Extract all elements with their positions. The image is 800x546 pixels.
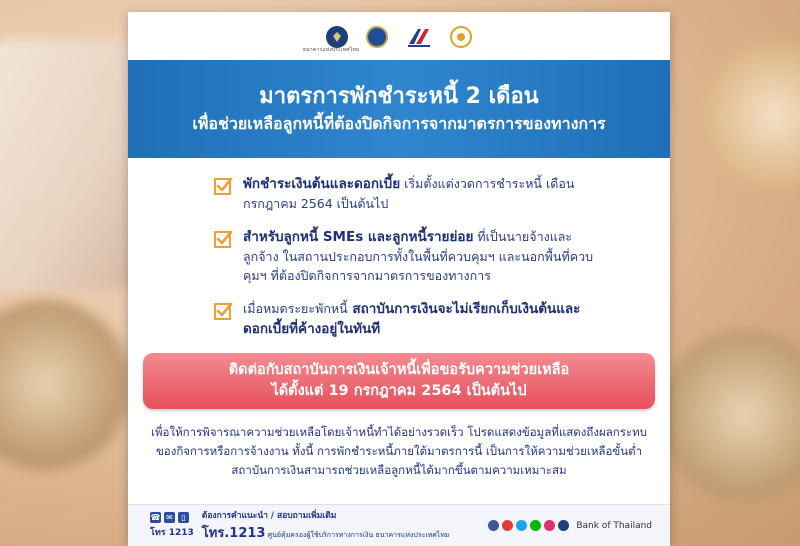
brand-label: Bank of Thailand [576, 520, 652, 531]
measure-list [128, 158, 670, 339]
partner-logo-flag [406, 26, 432, 48]
footnote-text: เพื่อให้การพิจารณาความช่วยเหลือโดยเจ้าหนี้ทำได้อย่างรวดเร็ว โปรดแสดงข้อมูลที่แสดงถึงผลกระทบของกิจการหรือการจ้างงาน ทั้งนี้ การพักชำระหนี้ภายใต้มาตรการนี้ เป็นการให้ความช่วยเหลือขั้นต่ำ สถาบันการเงินสามารถช่วยเหลือลูกหนี้ได้มากขึ้นตามความเหมาะสม [151, 425, 647, 477]
contact-line-2: ได้ตั้งแต่ 19 กรกฎาคม 2564 เป็นต้นไป [271, 383, 527, 399]
coin-background-left [0, 300, 130, 470]
page-subtitle: เพื่อช่วยเหลือลูกหนี้ที่ต้องปิดกิจการจากมาตรการของทางการ [192, 114, 606, 133]
list-item [213, 174, 670, 213]
social-links [488, 520, 652, 531]
instagram-icon[interactable] [544, 520, 555, 531]
item-text [243, 299, 603, 339]
footer-bar [128, 504, 670, 546]
contact-banner [143, 353, 655, 409]
footer-line-1: ต้องการคำแนะนำ / สอบถามเพิ่มเติม [201, 511, 337, 521]
item-detail: เริ่มตั้งแต่งวดการชำระหนี้ เดือนกรกฎาคม 2564 เป็นต้นไป [243, 176, 575, 211]
banknotes-background [0, 40, 140, 290]
page-title: มาตรการพักชำระหนี้ 2 เดือน [259, 84, 539, 109]
contact-line-1: ติดต่อกับสถาบันการเงินเจ้าหนี้เพื่อขอรับความช่วยเหลือ [228, 362, 570, 378]
item-text [243, 174, 603, 213]
list-item [213, 227, 670, 285]
item-bold: สถาบันการเงินจะไม่เรียกเก็บเงินต้นและดอกเบี้ยที่ค้างอยู่ในทันที [243, 301, 581, 337]
footer-left [150, 512, 194, 539]
list-item [213, 299, 670, 339]
title-banner [128, 60, 670, 158]
checkbox-icon [213, 176, 233, 196]
partner-logo-round [366, 26, 388, 48]
item-detail: ที่เป็นนายจ้างและลูกจ้าง ในสถานประกอบการทั้งในพื้นที่ควบคุมฯ และนอกพื้นที่ควบคุมฯ ที่ต้องปิดกิจการจากมาตรการของทางการ [243, 229, 594, 283]
center-name: ศูนย์คุ้มครองผู้ใช้บริการทางการเงิน ธนาคารแห่งประเทศไทย [265, 531, 450, 539]
footer-line-2 [202, 522, 449, 543]
bank-of-thailand-small-logo [558, 520, 569, 531]
facebook-icon[interactable] [488, 520, 499, 531]
item-bold: พักชำระเงินต้นและดอกเบี้ย [243, 176, 401, 192]
hotline-small: โทร 1213 [150, 528, 194, 538]
checkbox-icon [213, 301, 233, 321]
item-text [243, 227, 603, 285]
infographic-card [128, 12, 670, 546]
coin-background-right [660, 330, 800, 500]
item-bold: สำหรับลูกหนี้ SMEs และลูกหนี้รายย่อย [243, 229, 474, 245]
bot-logo-caption: ธนาคารแห่งประเทศไทย [303, 47, 360, 53]
checkbox-icon [213, 229, 233, 249]
contact-icons [150, 512, 194, 523]
partner-logo-seal [450, 26, 472, 48]
logo-bar [128, 12, 670, 60]
hotline-number[interactable]: โทร.1213 [201, 526, 266, 541]
phone-icon: ☎ [150, 513, 161, 522]
coin-background-top-right [700, 40, 800, 190]
footer-contact-text [202, 508, 449, 543]
item-lead: เมื่อหมดระยะพักหนี้ [243, 301, 348, 316]
twitter-icon[interactable] [516, 520, 527, 531]
mobile-icon: ▯ [178, 512, 189, 523]
bank-of-thailand-logo [326, 26, 348, 48]
youtube-icon[interactable] [502, 520, 513, 531]
line-icon[interactable] [530, 520, 541, 531]
chat-icon: ✉ [164, 512, 175, 523]
